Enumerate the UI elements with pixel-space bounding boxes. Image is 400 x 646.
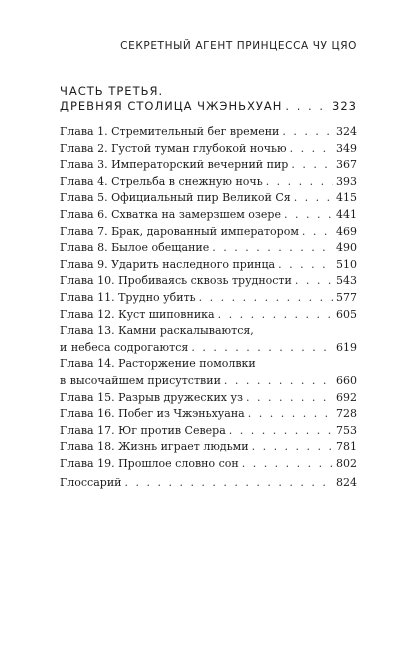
toc-entry[interactable] (60, 174, 357, 191)
chapter-title: Глава 13. Камни раскалываются, (60, 324, 254, 338)
part-page: 323 (332, 99, 357, 113)
toc-entry[interactable] (60, 207, 357, 224)
chapter-title: Глава 8. Былое обещание (60, 241, 210, 255)
part-title: ДРЕВНЯЯ СТОЛИЦА ЧЖЭНЬХУАН (60, 99, 283, 113)
toc-entry[interactable] (60, 390, 357, 407)
dot-leader (291, 157, 333, 174)
dot-leader (218, 307, 333, 324)
chapter-title: Глава 17. Юг против Севера (60, 423, 226, 437)
part-heading (60, 84, 357, 114)
chapter-title: Глава 14. Расторжение помолвки (60, 357, 256, 371)
toc-entry[interactable] (60, 439, 357, 456)
chapter-title-continuation: и небеса содрогаются (60, 340, 189, 354)
chapter-title: Глава 18. Жизнь играет людьми (60, 440, 249, 454)
dot-leader (295, 273, 333, 290)
chapter-page: 728 (336, 407, 357, 421)
chapter-title: Глава 19. Прошлое словно сон (60, 456, 239, 470)
toc-entry[interactable] (60, 124, 357, 141)
dot-leader (212, 240, 333, 257)
chapter-title: Глава 5. Официальный пир Великой Ся (60, 191, 291, 205)
toc-entry[interactable] (60, 190, 357, 207)
chapter-page: 660 (336, 373, 357, 387)
toc-entry[interactable] (60, 257, 357, 274)
chapter-page: 692 (336, 390, 357, 404)
dot-leader (266, 174, 333, 191)
part-number: ЧАСТЬ ТРЕТЬЯ. (60, 84, 164, 98)
chapter-title: Глава 3. Императорский вечерний пир (60, 158, 289, 172)
chapter-title: Глава 7. Брак, дарованный императором (60, 224, 299, 238)
glossary-entry[interactable] (60, 476, 357, 489)
chapter-title: Глава 10. Пробиваясь сквозь трудности (60, 274, 292, 288)
chapter-page: 393 (336, 174, 357, 188)
chapter-title: Глава 11. Трудно убить (60, 290, 196, 304)
toc-entry[interactable] (60, 141, 357, 158)
toc-entry[interactable] (60, 340, 357, 357)
chapter-page: 543 (336, 274, 357, 288)
toc-entry[interactable] (60, 423, 357, 440)
toc-entry[interactable] (60, 307, 357, 324)
chapter-title: Глава 4. Стрельба в снежную ночь (60, 174, 263, 188)
dot-leader (124, 476, 333, 489)
chapter-title: Глава 15. Разрыв дружеских уз (60, 390, 243, 404)
toc-entry[interactable] (60, 224, 357, 241)
dot-leader (282, 124, 333, 141)
part-heading-line2 (60, 99, 357, 114)
dot-leader (252, 439, 333, 456)
chapter-title: Глава 1. Стремительный бег времени (60, 125, 280, 138)
chapter-page: 577 (336, 290, 357, 304)
chapter-page: 415 (336, 191, 357, 205)
dot-leader (302, 224, 333, 241)
dot-leader (294, 190, 333, 207)
chapter-page: 753 (336, 423, 357, 437)
dot-leader (284, 207, 333, 224)
glossary-page: 824 (336, 476, 357, 489)
chapter-page: 349 (336, 141, 357, 155)
chapter-page: 605 (336, 307, 357, 321)
toc-entry[interactable] (60, 373, 357, 390)
dot-leader (229, 423, 333, 440)
chapter-title: Глава 12. Куст шиповника (60, 307, 215, 321)
toc-entry-line1[interactable] (60, 356, 357, 373)
chapter-page: 441 (336, 207, 357, 221)
toc-entry[interactable] (60, 290, 357, 307)
toc-entry[interactable] (60, 406, 357, 423)
chapter-title: Глава 2. Густой туман глубокой ночью (60, 141, 287, 155)
chapter-title: Глава 6. Схватка на замерзшем озере (60, 207, 281, 221)
dot-leader (224, 373, 333, 390)
glossary-title: Глоссарий (60, 476, 122, 489)
chapter-page: 510 (336, 257, 357, 271)
toc-entry[interactable] (60, 273, 357, 290)
chapter-page: 490 (336, 241, 357, 255)
dot-leader (199, 290, 333, 307)
chapter-page: 802 (336, 456, 357, 470)
chapter-title: Глава 16. Побег из Чжэньхуана (60, 407, 245, 421)
toc-entry[interactable] (60, 456, 357, 473)
chapter-title-continuation: в высочайшем присутствии (60, 373, 221, 387)
dot-leader (285, 99, 329, 114)
dot-leader (278, 257, 333, 274)
chapter-page: 324 (336, 125, 357, 138)
chapter-page: 469 (336, 224, 357, 238)
dot-leader (248, 406, 333, 423)
dot-leader (191, 340, 333, 357)
dot-leader (246, 390, 333, 407)
chapter-page: 367 (336, 158, 357, 172)
toc-entry-line1[interactable] (60, 323, 357, 340)
part-heading-line1 (60, 84, 357, 99)
chapter-title: Глава 9. Ударить наследного принца (60, 257, 276, 271)
chapter-page: 619 (336, 340, 357, 354)
chapter-page: 781 (336, 440, 357, 454)
table-of-contents (60, 124, 357, 472)
dot-leader (290, 141, 333, 158)
dot-leader (242, 456, 333, 473)
toc-entry[interactable] (60, 157, 357, 174)
toc-entry[interactable] (60, 240, 357, 257)
running-head: СЕКРЕТНЫЙ АГЕНТ ПРИНЦЕССА ЧУ ЦЯО (120, 40, 357, 52)
